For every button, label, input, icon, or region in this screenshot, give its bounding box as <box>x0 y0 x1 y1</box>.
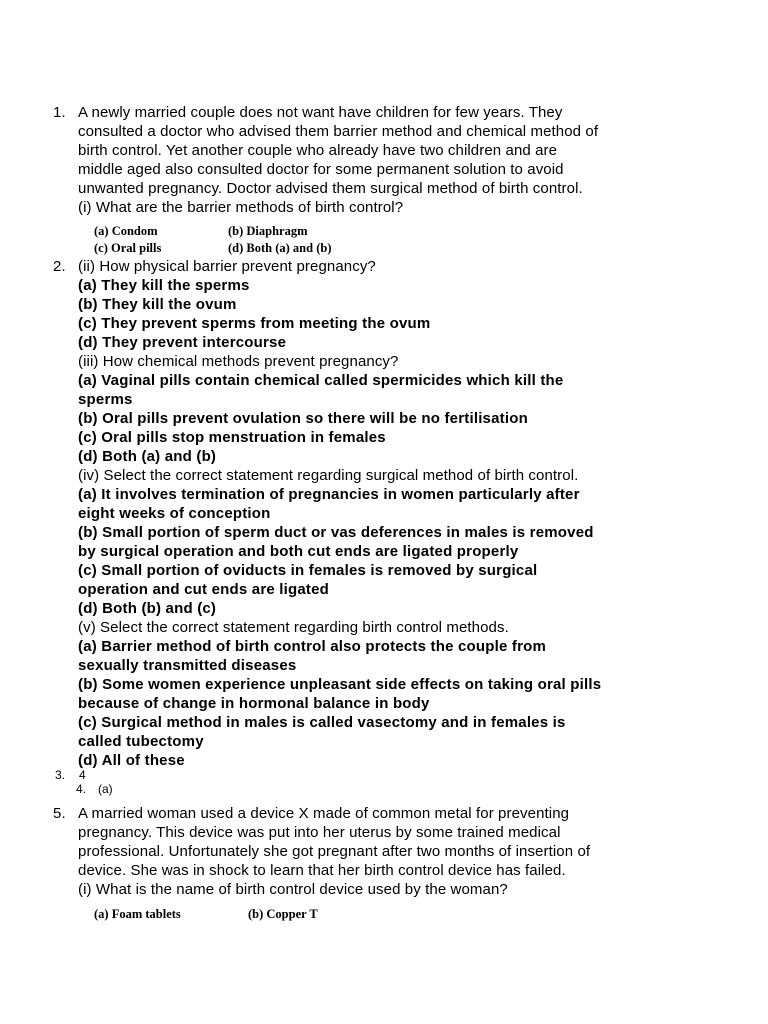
option-line: because of change in hormonal balance in body <box>78 695 430 712</box>
sub-question: (ii) How physical barrier prevent pregnancy? <box>78 258 376 275</box>
question-4-answer: (a) <box>98 782 113 796</box>
option-line: (c) Oral pills stop menstruation in females <box>78 429 386 446</box>
option-b: (b) Copper T <box>248 907 318 921</box>
question-text-line: device. She was in shock to learn that her birth control device has failed. <box>78 862 566 879</box>
question-number: 1. <box>53 104 66 121</box>
option-line: called tubectomy <box>78 733 204 750</box>
option-line: (c) They prevent sperms from meeting the ovum <box>78 315 431 332</box>
option-line: (b) Some women experience unpleasant side effects on taking oral pills <box>78 676 602 693</box>
question-4-number: 4. <box>76 782 87 796</box>
question-3-answer: 4 <box>79 768 86 782</box>
sub-question: (iii) How chemical methods prevent pregnancy? <box>78 353 399 370</box>
question-text-line: pregnancy. This device was put into her uterus by some trained medical <box>78 824 561 841</box>
option-line: (a) They kill the sperms <box>78 277 250 294</box>
option-line: sexually transmitted diseases <box>78 657 297 674</box>
option-line: (a) It involves termination of pregnancies in women particularly after <box>78 486 580 503</box>
sub-question: (v) Select the correct statement regarding birth control methods. <box>78 619 509 636</box>
sub-question: (i) What are the barrier methods of birth control? <box>78 199 404 216</box>
option-a: (a) Condom <box>94 224 158 238</box>
question-2 <box>53 257 713 770</box>
option-line: (d) Both (a) and (b) <box>78 448 217 465</box>
option-line: operation and cut ends are ligated <box>78 581 330 598</box>
question-text-line: A married woman used a device X made of common metal for preventing <box>78 805 570 822</box>
option-line: (d) Both (b) and (c) <box>78 600 217 617</box>
sub-question: (i) What is the name of birth control device used by the woman? <box>78 881 508 898</box>
question-text-line: professional. Unfortunately she got pregnant after two months of insertion of <box>78 843 591 860</box>
option-line: (b) Oral pills prevent ovulation so there will be no fertilisation <box>78 410 528 427</box>
question-5 <box>53 804 713 899</box>
option-line: (d) All of these <box>78 752 185 769</box>
option-line: (b) Small portion of sperm duct or vas deferences in males is removed <box>78 524 594 541</box>
option-a: (a) Foam tablets <box>94 907 181 921</box>
question-text-line: A newly married couple does not want have children for few years. They <box>78 104 563 121</box>
option-c: (c) Oral pills <box>94 241 162 255</box>
option-line: sperms <box>78 391 133 408</box>
question-number: 5. <box>53 805 66 822</box>
option-line: (c) Surgical method in males is called vasectomy and in females is <box>78 714 566 731</box>
option-line: (a) Vaginal pills contain chemical called spermicides which kill the <box>78 372 564 389</box>
option-line: (c) Small portion of oviducts in females is removed by surgical <box>78 562 538 579</box>
question-3-number: 3. <box>55 768 66 782</box>
question-text-line: unwanted pregnancy. Doctor advised them surgical method of birth control. <box>78 180 583 197</box>
option-b: (b) Diaphragm <box>228 224 308 238</box>
question-text-line: birth control. Yet another couple who already have two children and are <box>78 142 558 159</box>
option-d: (d) Both (a) and (b) <box>228 241 332 255</box>
sub-question: (iv) Select the correct statement regarding surgical method of birth control. <box>78 467 579 484</box>
question-text-line: middle aged also consulted doctor for some permanent solution to avoid <box>78 161 564 178</box>
option-line: by surgical operation and both cut ends are ligated properly <box>78 543 519 560</box>
option-line: eight weeks of conception <box>78 505 271 522</box>
option-line: (a) Barrier method of birth control also protects the couple from <box>78 638 547 655</box>
question-1 <box>53 103 713 217</box>
option-line: (d) They prevent intercourse <box>78 334 287 351</box>
option-line: (b) They kill the ovum <box>78 296 237 313</box>
question-text-line: consulted a doctor who advised them barrier method and chemical method of <box>78 123 599 140</box>
question-number: 2. <box>53 258 66 275</box>
